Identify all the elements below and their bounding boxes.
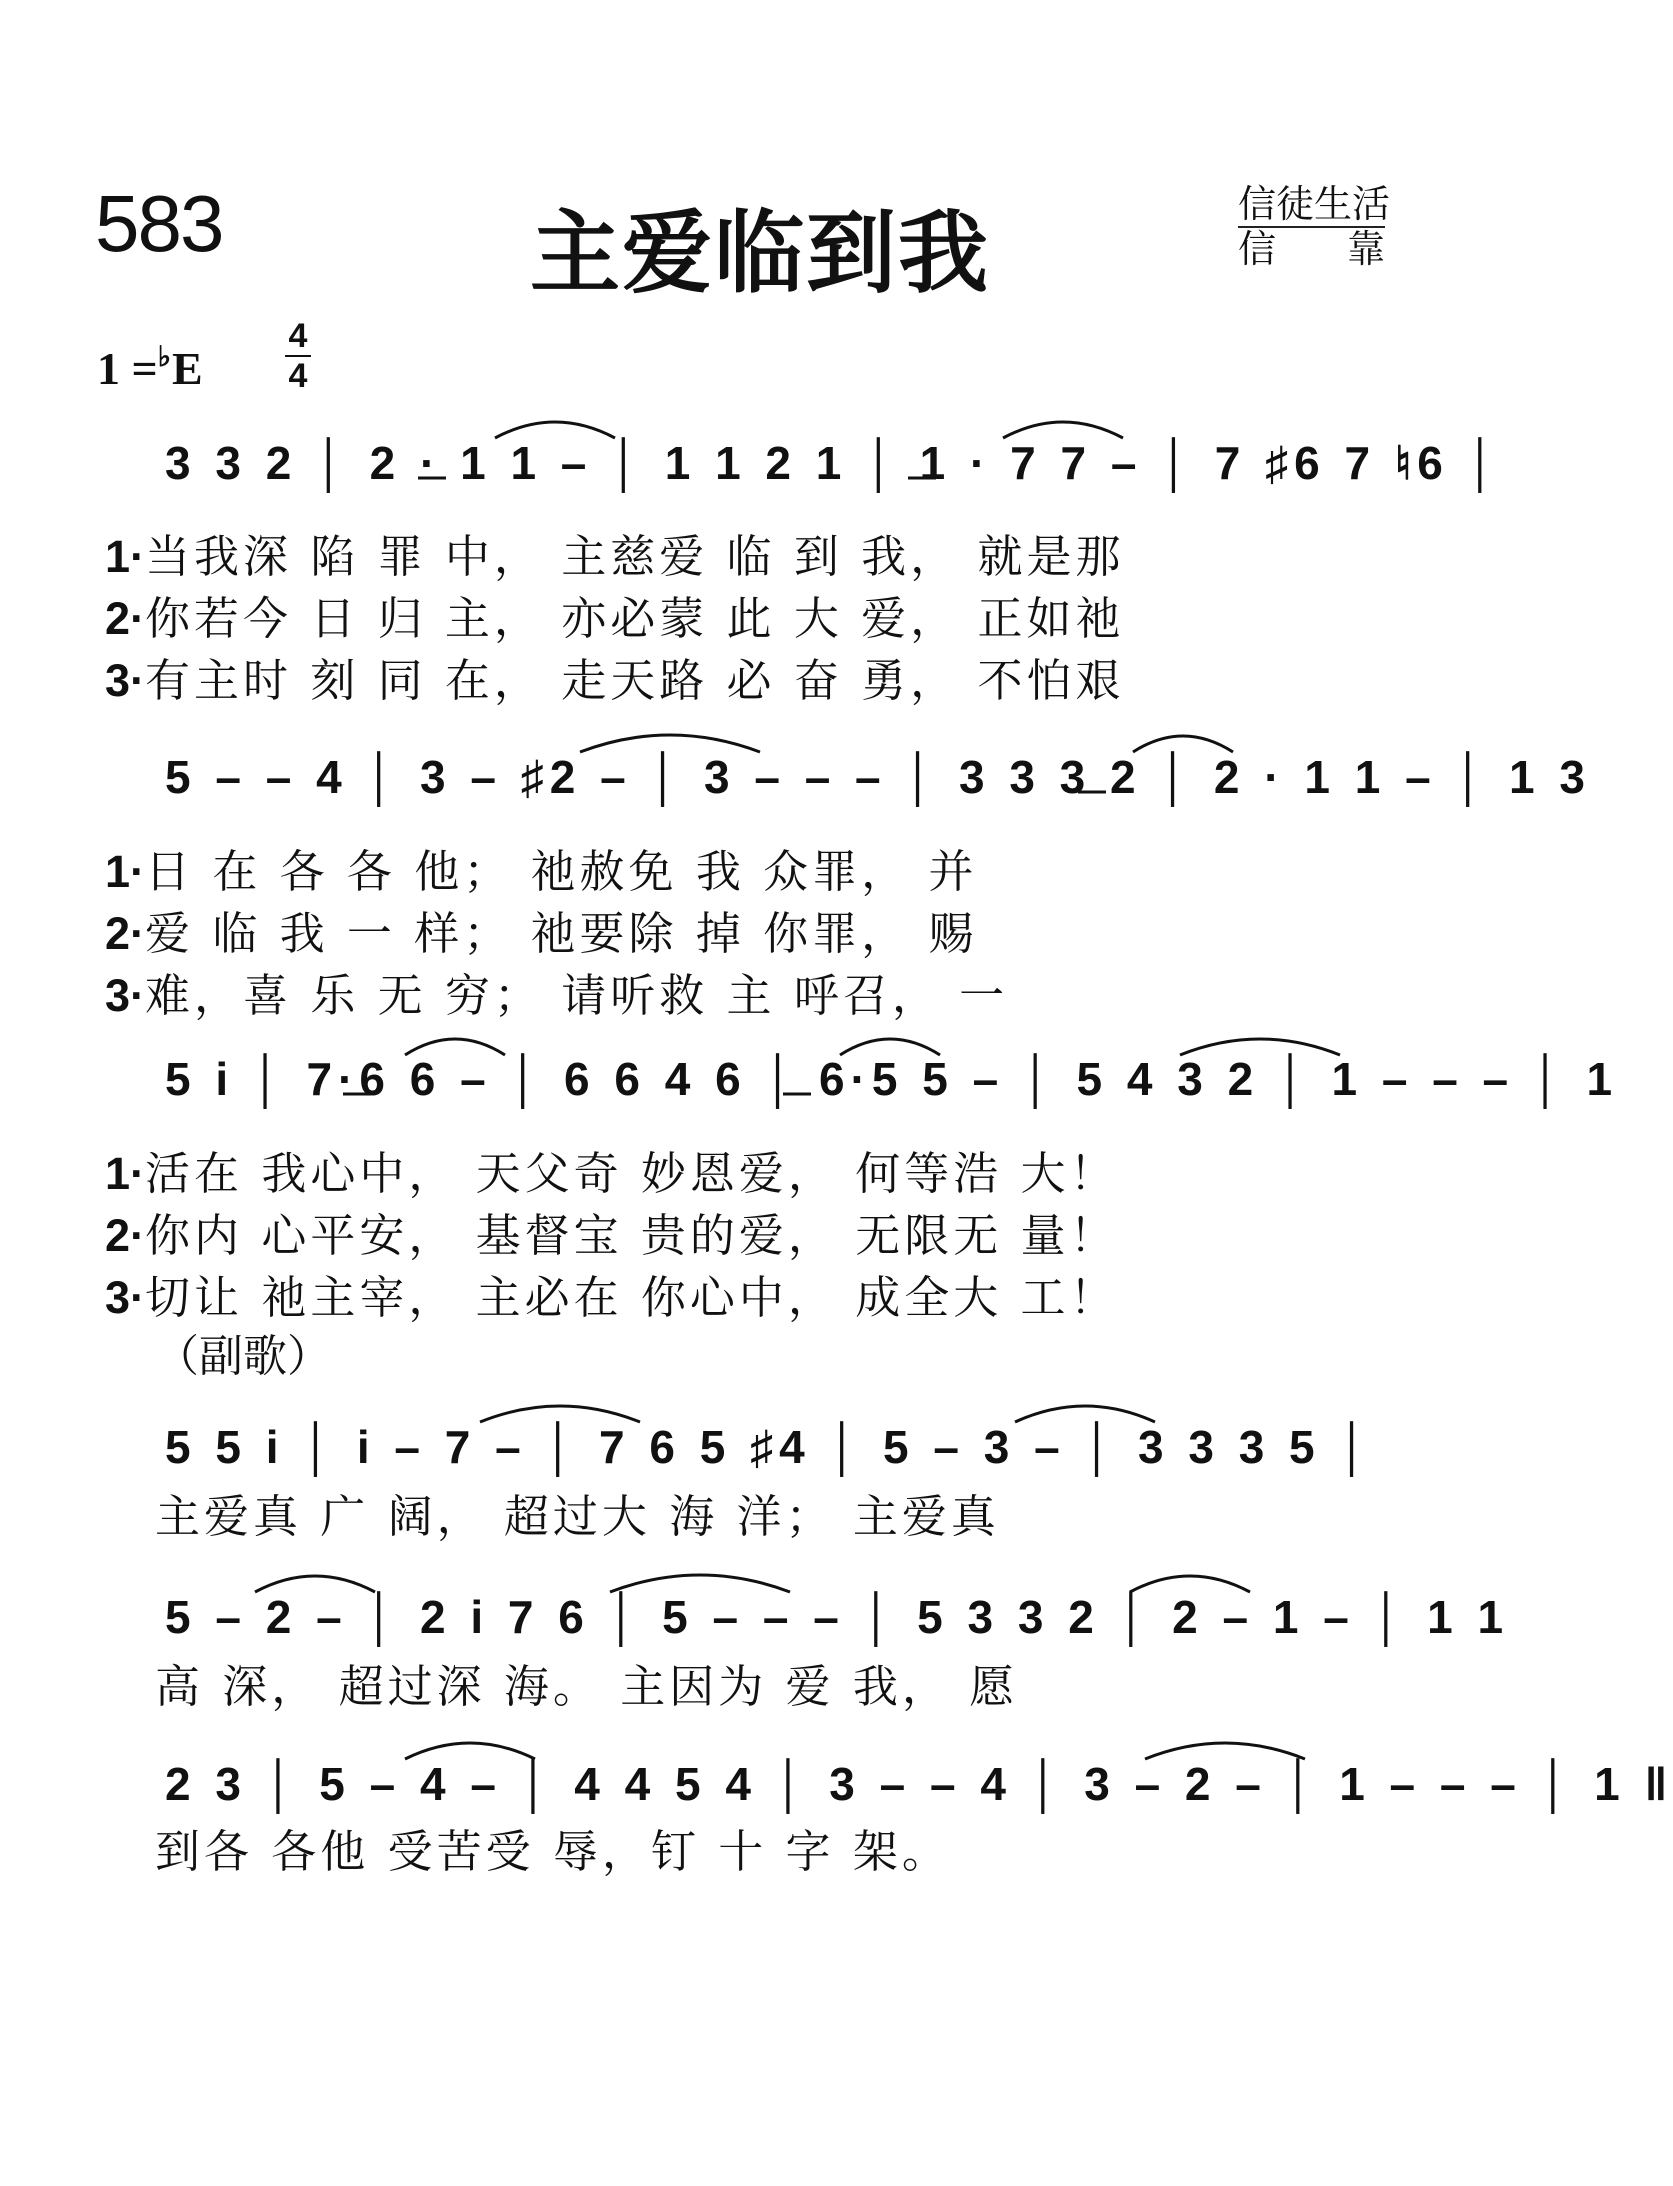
tie-arc xyxy=(840,1039,940,1055)
chorus-lyric-line-1: 主爱真 广 阔， 超过大 海 洋； 主爱真 xyxy=(155,1490,1000,1543)
chorus-lyric-line-3: 到各 各他 受苦受 辱，钉 十 字 架。 xyxy=(155,1825,951,1878)
tie-arc xyxy=(1145,1743,1305,1759)
key-tonic: E xyxy=(171,343,203,394)
tie-arc xyxy=(1130,1576,1250,1592)
chorus-note-line-2: 5 – 2 – │ 2 i 7 6 │ 5 – – – │ 5 3 3 2 │ 2 – 1 – │ 1 1 xyxy=(165,1591,1510,1643)
tie-arc xyxy=(405,1743,535,1759)
tie-arc xyxy=(255,1576,375,1592)
hymn-title: 主爱临到我 xyxy=(530,201,990,306)
lyric-line-1-2: 2·你若今 日 归 主， 亦必蒙 此 大 爱， 正如祂 xyxy=(105,592,1125,645)
lyric-line-1-3: 3·有主时 刻 同 在， 走天路 必 奋 勇， 不怕艰 xyxy=(105,654,1125,707)
hymn-number: 583 xyxy=(95,179,223,268)
lyric-line-2-2: 2·爱 临 我 一 样； 祂要除 掉 你罪， 赐 xyxy=(105,907,978,960)
tie-arc xyxy=(1180,1039,1340,1055)
chorus-note-line-1: 5 5 i │ i – 7 – │ 7 6 5 ♯4 │ 5 – 3 – │ 3 3 3 5 │ xyxy=(165,1421,1375,1473)
tie-arc xyxy=(580,735,760,752)
time-top: 4 xyxy=(288,317,308,355)
lyric-line-3-3: 3·切让 祂主宰， 主必在 你心中， 成全大 工！ xyxy=(105,1271,1119,1324)
tie-arc xyxy=(480,1406,640,1422)
chorus-label: （副歌） xyxy=(155,1331,331,1382)
credits-tune: 信 靠 xyxy=(1238,227,1385,271)
lyric-line-2-1: 1·日 在 各 各 他； 祂赦免 我 众罪， 并 xyxy=(105,845,978,898)
flat-sign: ♭ xyxy=(157,342,171,373)
lyric-line-2-3: 3·难，喜 乐 无 穷； 请听救 主 呼召， 一 xyxy=(105,969,1009,1022)
time-bottom: 4 xyxy=(288,357,308,395)
chorus-note-line-3: 2 3 │ 5 – 4 – │ 4 4 5 4 │ 3 – – 4 │ 3 – 2 – │ 1 – – – │ 1 ‖ xyxy=(165,1758,1673,1810)
credits-source: 信徒生活 xyxy=(1238,182,1391,226)
tie-arc xyxy=(610,1575,790,1592)
tie-arc xyxy=(405,1039,505,1055)
note-line-3: 5 i │ 7·6 6 – │ 6 6 4 6 │ 6·5 5 – │ 5 4 3 2 │ 1 – – – │ 1 xyxy=(165,1053,1619,1105)
lyric-line-3-2: 2·你内 心平安， 基督宝 贵的爱， 无限无 量！ xyxy=(105,1209,1119,1262)
tie-arc xyxy=(1003,422,1123,438)
chorus-lyric-line-2: 高 深， 超过深 海。 主因为 爱 我， 愿 xyxy=(155,1660,1019,1713)
note-line-2: 5 – – 4 │ 3 – ♯2 – │ 3 – – – │ 3 3 3 2 │ 2 · 1 1 – │ 1 3 xyxy=(165,751,1591,803)
tie-arc xyxy=(495,422,615,438)
tie-arc xyxy=(1015,1406,1155,1422)
tie-arc xyxy=(1133,736,1233,752)
lyric-line-3-1: 1·活在 我心中， 天父奇 妙恩爱， 何等浩 大！ xyxy=(105,1147,1119,1200)
lyric-line-1-1: 1·当我深 陷 罪 中， 主慈爱 临 到 我， 就是那 xyxy=(105,530,1125,583)
note-line-1: 3 3 2 │ 2 · 1 1 – │ 1 1 2 1 │ 1 · 7 7 – │ 7 ♯6 7 ♮6 │ xyxy=(165,437,1503,489)
key-prefix: 1 = xyxy=(97,343,158,394)
